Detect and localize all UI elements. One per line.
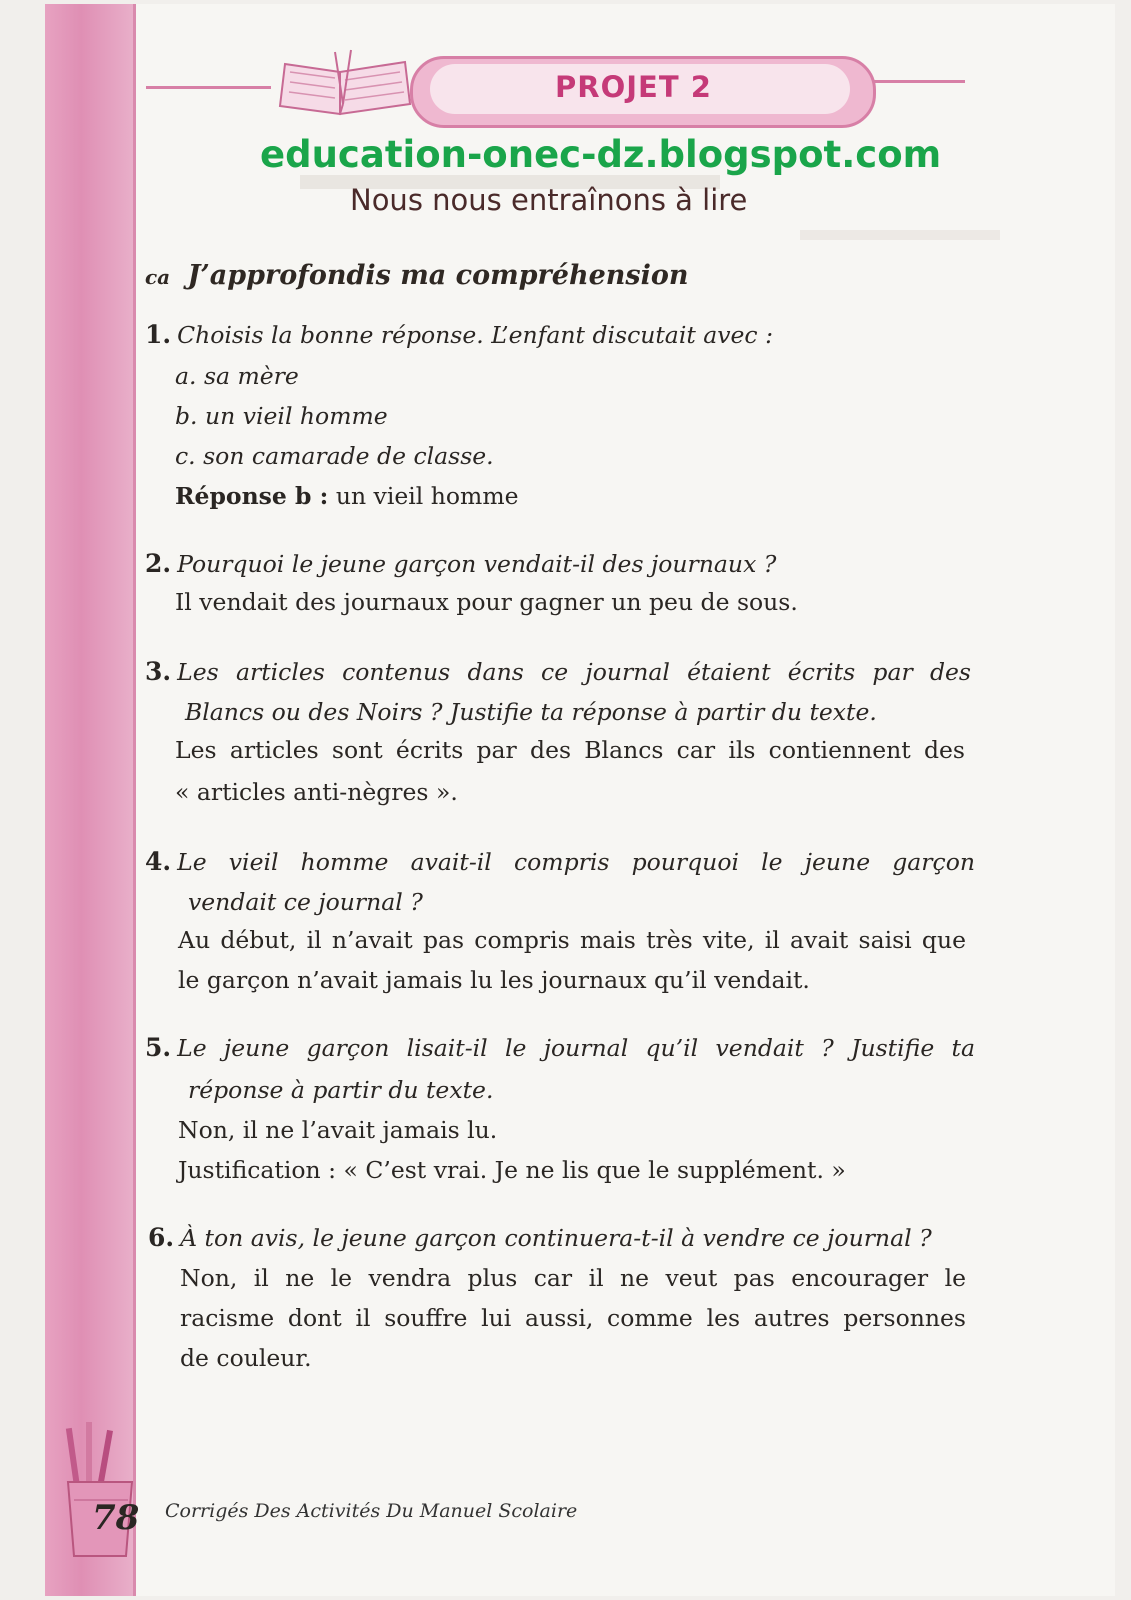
question-4-line-2: vendait ce journal ? (188, 888, 423, 916)
question-4 (145, 842, 975, 882)
pencil-cup-icon (60, 1420, 140, 1560)
question-number: 1. (145, 320, 172, 349)
question-6 (148, 1218, 932, 1258)
question-text: Le jeune garçon lisait-il le journal qu’il vendait ? Justifie ta (177, 1034, 975, 1062)
question-text: Choisis la bonne réponse. L’enfant discutait avec : (177, 321, 773, 349)
question-3 (145, 652, 971, 692)
section-title: J’approfondis ma compréhension (187, 260, 689, 291)
answer-3: Les articles sont écrits par des Blancs car ils contiennent des (175, 736, 965, 764)
section-heading (145, 260, 689, 291)
pink-sidebar (45, 4, 135, 1596)
answer-label: Réponse b : (175, 482, 329, 510)
answer-4-line-2: le garçon n’avait jamais lu les journaux qu’il vendait. (178, 966, 810, 994)
answer-6-line-2: racisme dont il souffre lui aussi, comme les autres personnes (180, 1304, 966, 1332)
answer-text: un vieil homme (335, 482, 519, 510)
answer-1 (175, 476, 519, 516)
question-text: Le vieil homme avait-il compris pourquoi le jeune garçon (177, 848, 975, 876)
lesson-title: Nous nous entraînons à lire (350, 183, 748, 217)
footer-book-title: Corrigés Des Activités Du Manuel Scolaire (165, 1500, 578, 1522)
option-b: b. un vieil homme (175, 402, 388, 430)
section-bullet-icon: ca (145, 265, 171, 289)
sidebar-edge (133, 4, 136, 1596)
project-title: PROJET 2 (555, 70, 712, 104)
header-rule-left (146, 86, 271, 89)
question-1 (145, 315, 773, 355)
watermark-url: education-onec-dz.blogspot.com (260, 133, 942, 176)
answer-2: Il vendait des journaux pour gagner un peu de sous. (175, 588, 798, 616)
question-number: 4. (145, 847, 172, 876)
option-c: c. son camarade de classe. (175, 442, 494, 470)
question-number: 6. (148, 1223, 175, 1252)
question-number: 5. (145, 1033, 172, 1062)
answer-3-line-2: « articles anti-nègres ». (175, 778, 458, 806)
question-2 (145, 544, 776, 584)
question-text: Les articles contenus dans ce journal étaient écrits par des (177, 658, 971, 686)
option-a: a. sa mère (175, 362, 299, 390)
answer-6-line-3: de couleur. (180, 1344, 312, 1372)
open-book-icon (265, 44, 425, 124)
answer-5-line-2: Justification : « C’est vrai. Je ne lis que le supplément. » (178, 1156, 846, 1184)
question-number: 3. (145, 657, 172, 686)
question-text: Pourquoi le jeune garçon vendait-il des journaux ? (177, 550, 777, 578)
answer-4: Au début, il n’avait pas compris mais très vite, il avait saisi que (178, 926, 966, 954)
question-3-line-2: Blancs ou des Noirs ? Justifie ta réponse à partir du texte. (185, 698, 877, 726)
page-number: 78 (92, 1498, 140, 1538)
answer-6: Non, il ne le vendra plus car il ne veut pas encourager le (180, 1264, 966, 1292)
answer-5: Non, il ne l’avait jamais lu. (178, 1116, 498, 1144)
question-5-line-2: réponse à partir du texte. (188, 1076, 494, 1104)
question-number: 2. (145, 549, 172, 578)
question-5 (145, 1028, 975, 1068)
question-text: À ton avis, le jeune garçon continuera-t-il à vendre ce journal ? (180, 1224, 932, 1252)
header-rule-right (865, 80, 965, 83)
bleed-through-decoration (800, 230, 1000, 240)
